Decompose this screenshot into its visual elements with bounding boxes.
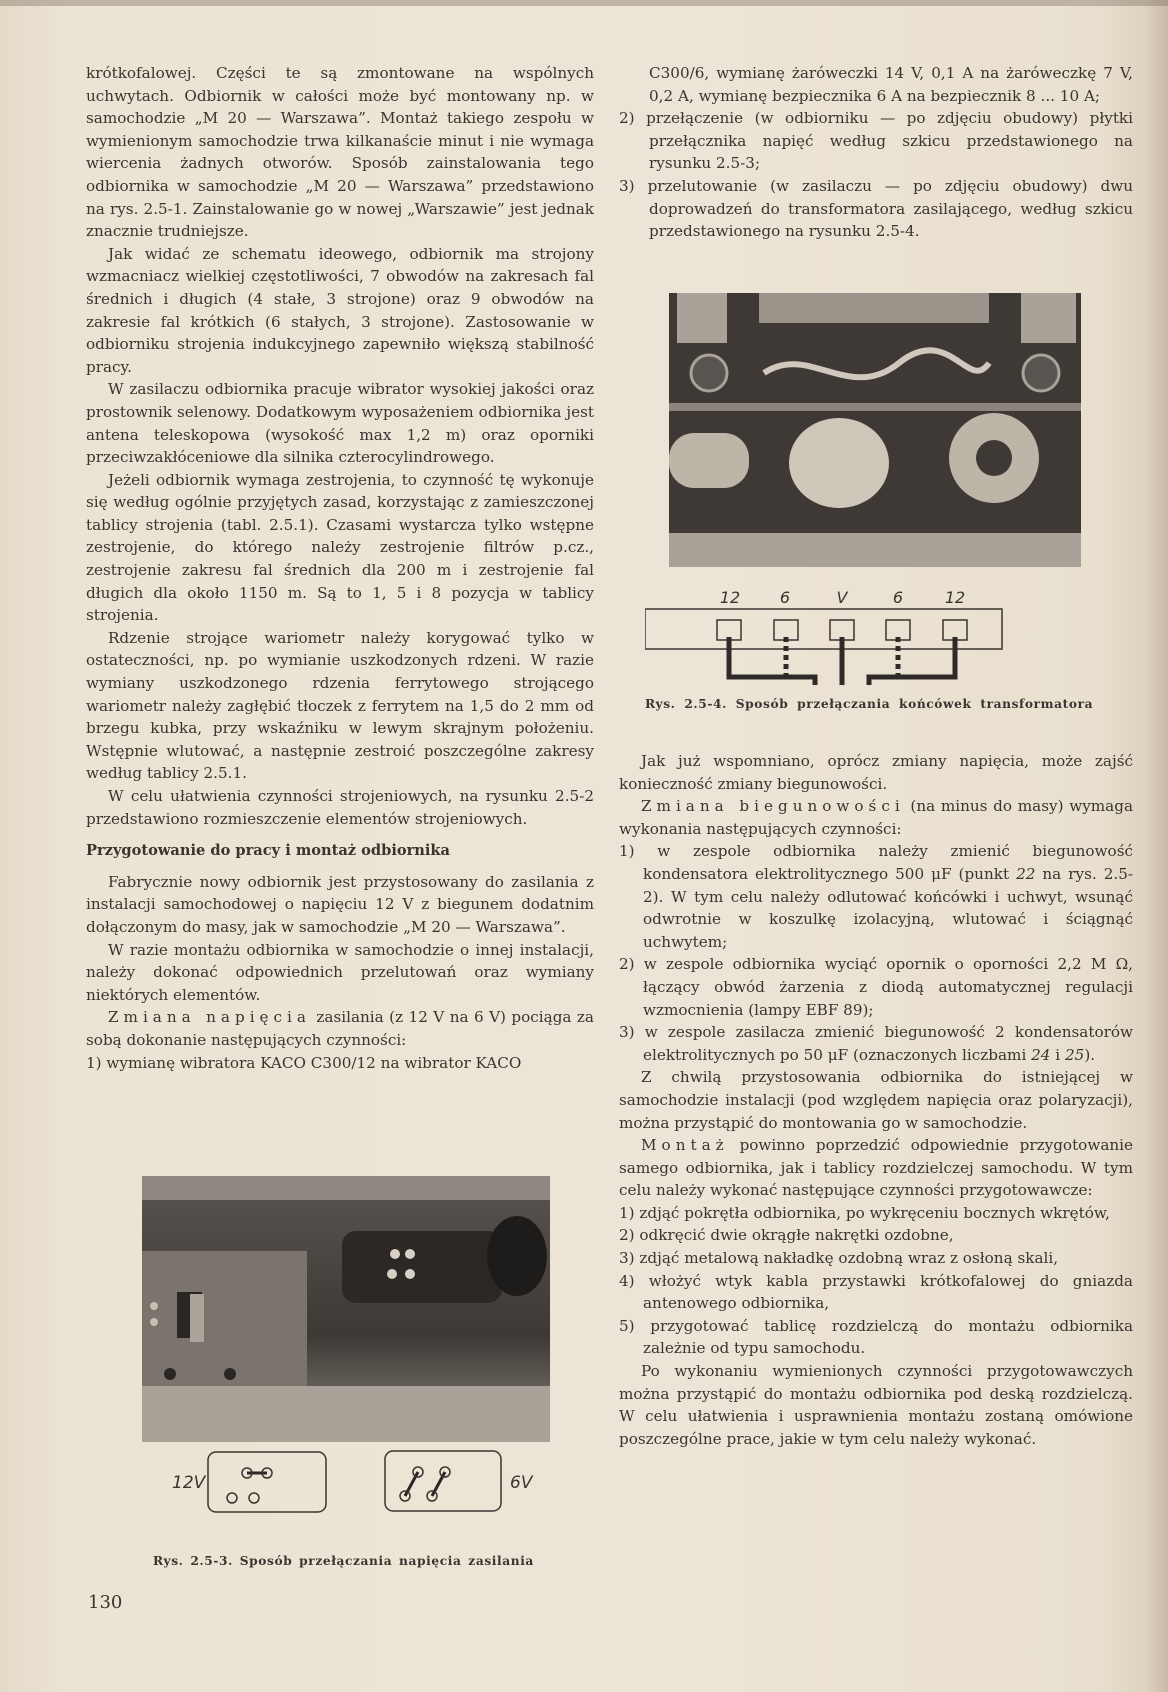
list-item: 2) w zespole odbiornika wyciąć opornik o oporności 2,2 M Ω, łączący obwód żarzenia z diodą automatycznej regulacji wzmocnienia (lampy EBF 89); (619, 955, 1133, 1019)
photo-illustration (669, 293, 1081, 567)
terminal-label: 12 (944, 588, 966, 607)
terminal-label: 6 (779, 588, 791, 607)
spaced-term: Zmiana biegunowości (641, 797, 905, 816)
paragraph: Jak widać ze schematu ideowego, odbiornik ma strojony wzmacniacz wielkiej częstotliwości, 7 obwodów na zakresach fal średnich i długich (4 stałe, 3 strojone) oraz 9 obwodów na zakresie fal krótkich (6 stałych, 3 strojone). Zastosowanie w odbiorniku strojenia indukcyjnego zapewniło większą stabilność pracy. (86, 244, 594, 376)
label-12v: 12V (172, 1473, 206, 1493)
list-item: 4) włożyć wtyk kabla przystawki krótkofalowej do gniazda antenowego odbiornika, (619, 1271, 1133, 1313)
page-edge-right (1146, 0, 1168, 1692)
paragraph: Po wykonaniu wymienionych czynności przygotowawczych można przystąpić do montażu odbiornika pod deską rozdzielczą. W celu ułatwienia i usprawnienia montażu zostaną omówione poszczególne prace, jakie w tym celu należy wykonać. (619, 1362, 1133, 1448)
point-number: 25 (1064, 1045, 1085, 1064)
list-text: ). (1084, 1045, 1096, 1064)
paragraph (619, 795, 1133, 840)
spaced-term: Zmiana napięcia (108, 1008, 311, 1027)
page-edge-top (0, 0, 1168, 6)
list-item: 1) zdjąć pokrętła odbiornika, po wykręceniu bocznych wkrętów, (619, 1203, 1110, 1222)
paragraph: W celu ułatwienia czynności strojeniowych, na rysunku 2.5-2 przedstawiono rozmieszczenie elementów strojeniowych. (86, 787, 594, 828)
paragraph-text: (na minus do masy) wymaga wykonania następujących czynności: (619, 797, 1134, 838)
paragraph (619, 1134, 1133, 1202)
paragraph-text: zasilania (z 12 V na 6 V) pociąga za sobą dokonanie następujących czynności: (86, 1008, 594, 1049)
point-number: 24 (1031, 1045, 1051, 1064)
list-item: 3) przelutowanie (w zasilaczu — po zdjęciu obudowy) dwu doprowadzeń do transformatora zasilającego, według szkicu przedstawionego na rysunku 2.5-4. (619, 176, 1133, 241)
terminal-label: 12 (719, 588, 741, 607)
paragraph: krótkofalowej. Części te są zmontowane na wspólnych uchwytach. Odbiornik w całości może być montowany np. w samochodzie „M 20 — Warszawa”. Montaż takiego zespołu w wymienionym samochodzie trwa kilkanaście minut i nie wymaga wiercenia żadnych otworów. Sposób zainstalowania tego odbiornika w samochodzie „M 20 — Warszawa” przedstawiono na rys. 2.5-1. Zainstalowanie go w nowej „Warszawie” jest jednak znacznie trudniejsze. (86, 64, 594, 241)
label-6v: 6V (510, 1473, 533, 1493)
list-item: 3) zdjąć metalową nakładkę ozdobną wraz z osłoną skali, (619, 1249, 1059, 1268)
switch-plate-6v (385, 1451, 501, 1511)
figure-2-5-4-diagram (645, 585, 1065, 690)
list-text: na rys. 2.5-2). W tym celu należy odlutować końcówki i uchwyt, wsunąć odwrotnie w koszulkę izolacyjną, wlutować i ściągnąć uchwytem; (643, 864, 1133, 951)
point-number: 22 (1016, 864, 1036, 883)
terminal-label: V (836, 588, 848, 607)
list-text: i (1050, 1045, 1065, 1064)
paragraph: Jeżeli odbiornik wymaga zestrojenia, to czynność tę wykonuje się według ogólnie przyjętych zasad, korzystając z zamieszczonej tablicy strojenia (tabl. 2.5.1). Czasami wystarcza tylko wstępne zestrojenie, do którego należy zestrojenie filtrów p.cz., zestrojenie zakresu fal średnich dla 200 m i zestrojenie fal długich dla około 1150 m. Są to 1, 5 i 8 pozycja w tablicy strojenia. (86, 470, 594, 625)
figure-2-5-3-diagram (160, 1446, 550, 1516)
page-number: 130 (88, 1592, 123, 1613)
terminal (227, 1493, 237, 1503)
list-text: 3) w zespole zasilacza zmienić biegunowość 2 kondensatorów elektrolitycznych po 50 μF (oznaczonych liczbami (619, 1023, 1133, 1064)
terminal (249, 1493, 259, 1503)
right-column-top (619, 62, 1133, 243)
paragraph: Z chwilą przystosowania odbiornika do istniejącej w samochodzie instalacji (pod względem napięcia oraz polaryzacji), można przystąpić do montowania go w samochodzie. (619, 1068, 1133, 1132)
list-item: 1) wymianę wibratora KACO C300/12 na wibrator KACO (86, 1053, 522, 1072)
figure-caption-2-5-3: Rys. 2.5-3. Sposób przełączania napięcia zasilania (153, 1554, 534, 1568)
list-item (619, 840, 1133, 953)
right-column-bottom (619, 750, 1133, 1450)
paragraph-text: powinno poprzedzić odpowiednie przygotowanie samego odbiornika, jak i tablicy rozdzielczej samochodu. W tym celu należy wykonać następujące czynności przygotowawcze: (619, 1136, 1133, 1200)
paragraph: Rdzenie strojące wariometr należy korygować tylko w ostateczności, np. po wymianie uszkodzonych rdzeni. W razie wymiany uszkodzonego rdzenia ferrytowego strojącego wariometr należy zagłębić tłoczek z ferrytem na 1,5 do 2 mm od brzegu kubka, przy wskaźniku w lewym skrajnym położeniu. Wstępnie wlutować, a następnie zestroić poszczególne zakresy według tablicy 2.5.1. (86, 628, 594, 783)
section-heading: Przygotowanie do pracy i montaż odbiornika (86, 842, 451, 860)
transformer-body (645, 609, 1002, 649)
left-column (86, 62, 594, 1074)
figure-caption-2-5-4: Rys. 2.5-4. Sposób przełączania końcówek transformatora (645, 697, 1094, 711)
terminal-label: 6 (892, 588, 904, 607)
photo-illustration (142, 1176, 550, 1442)
list-item (619, 1021, 1133, 1066)
switch-plate-12v (208, 1452, 326, 1512)
paragraph: Fabrycznie nowy odbiornik jest przystosowany do zasilania z instalacji samochodowej o napięciu 12 V z biegunem dodatnim dołączonym do masy, jak w samochodzie „M 20 — Warszawa”. (86, 872, 594, 936)
list-text: 1) w zespole odbiornika należy zmienić biegunowość kondensatora elektrolitycznego 500 μF (punkt (619, 842, 1133, 883)
spaced-term: Montaż (641, 1136, 729, 1155)
list-item-continuation: C300/6, wymianę żaróweczki 14 V, 0,1 A na żaróweczkę 7 V, 0,2 A, wymianę bezpiecznika 6 A na bezpiecznik 8 ... 10 A; (649, 64, 1133, 105)
photo-power-switch (142, 1176, 550, 1442)
photo-transformer-terminals (669, 293, 1081, 567)
list-item: 2) przełączenie (w odbiorniku — po zdjęciu obudowy) płytki przełącznika napięć według szkicu przedstawionego na rysunku 2.5-3; (619, 109, 1133, 173)
list-item: 5) przygotować tablicę rozdzielczą do montażu odbiornika zależnie od typu samochodu. (619, 1316, 1133, 1358)
paragraph: W zasilaczu odbiornika pracuje wibrator wysokiej jakości oraz prostownik selenowy. Dodatkowym wyposażeniem odbiornika jest antena teleskopowa (wysokość max 1,2 m) oraz oporniki przeciwzakłóceniowe dla silnika czterocylindrowego. (86, 380, 594, 467)
paragraph (86, 1006, 594, 1051)
list-item: 2) odkręcić dwie okrągłe nakrętki ozdobne, (619, 1226, 954, 1245)
paragraph: W razie montażu odbiornika w samochodzie o innej instalacji, należy dokonać odpowiednich przelutowań oraz wymiany niektórych elementów. (86, 940, 594, 1004)
paragraph: Jak już wspomniano, oprócz zmiany napięcia, może zajść konieczność zmiany biegunowości. (619, 752, 1133, 793)
